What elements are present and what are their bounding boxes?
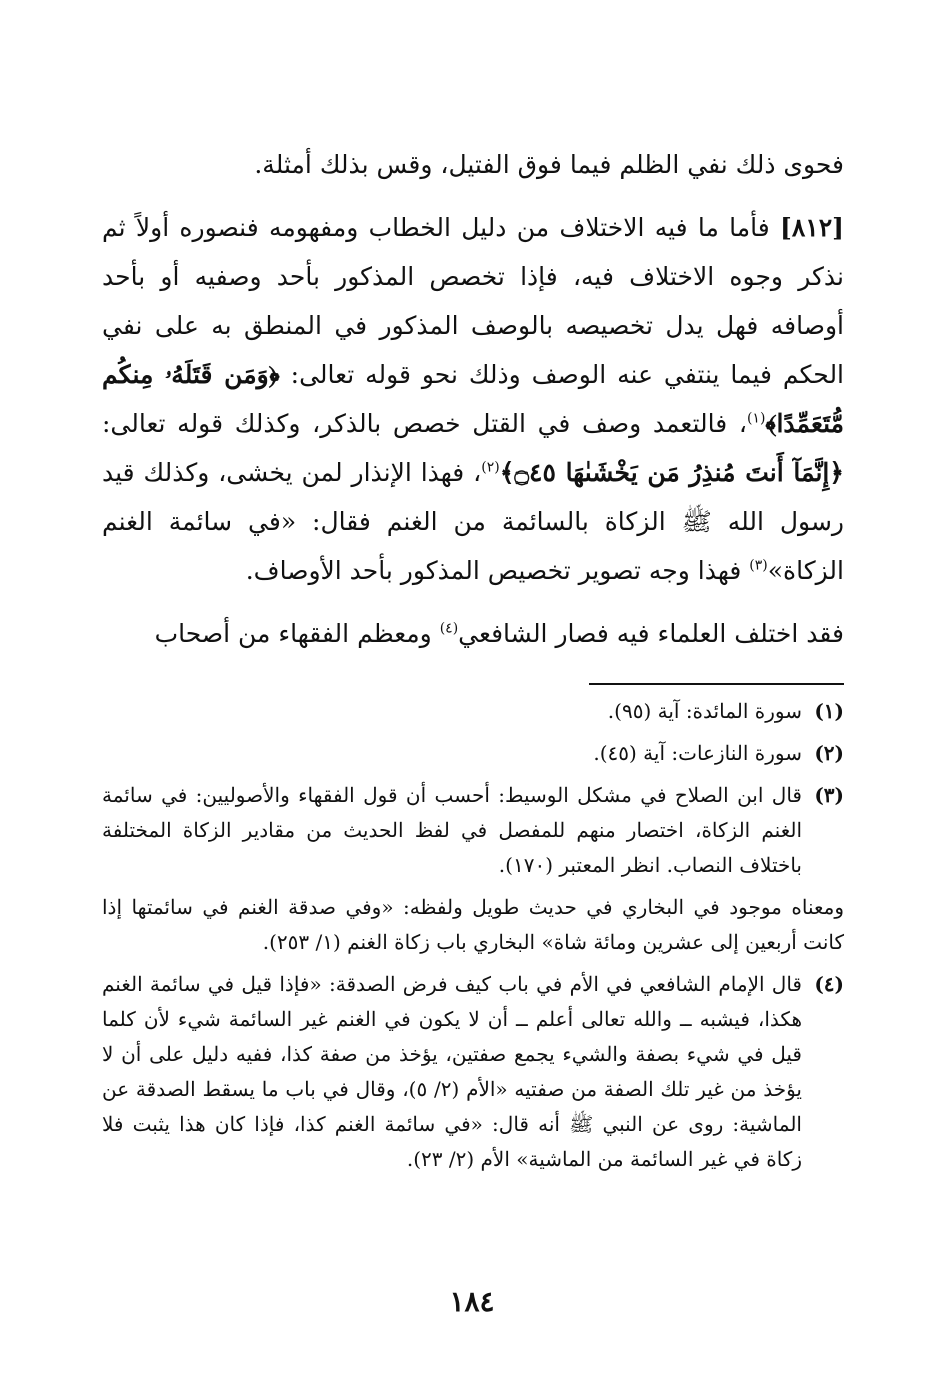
paragraph-3 — [102, 609, 844, 658]
footnote-number: (٢) — [814, 741, 844, 765]
paragraph-text: فأما ما فيه الاختلاف من دليل الخطاب ومفهومه فنصوره أولاً ثم نذكر وجوه الاختلاف فيه، فإذا تخصص المذكور بأحد وصفيه أو بأحد أوصافه فهل يدل تخصيصه بالوصف المذكور في المنطق به على نفي الحكم فيما ينتفي عنه الوصف وذلك نحو قوله تعالى: — [102, 213, 845, 389]
paragraph-number: [٨١٢] — [780, 213, 844, 242]
footnotes — [102, 694, 844, 1184]
quran-verse: ﴿إِنَّمَآ أَنتَ مُنذِرُ مَن يَخْشَىٰهَا ۝٤٥﴾ — [499, 458, 844, 487]
footnote-ref-4[interactable]: (٤) — [439, 620, 459, 637]
paragraph-text: ، فالتعمد وصف في القتل خصص بالذكر، وكذلك قوله تعالى: — [102, 409, 747, 438]
footnote-text: سورة المائدة: آية (٩٥). — [607, 699, 802, 723]
footnote-number: (٤) — [814, 972, 844, 996]
paragraph-text: فقد اختلف العلماء فيه فصار الشافعي — [458, 619, 844, 648]
quran-verse: ﴿وَمَن قَتَلَهُۥ مِنكُم مُّتَعَمِّدًا﴾ — [102, 360, 844, 438]
paragraph-text: ومعظم الفقهاء من أصحاب — [154, 619, 440, 648]
page-number: ١٨٤ — [449, 1285, 495, 1318]
main-text — [102, 140, 844, 658]
footnote-ref-3[interactable]: (٣) — [749, 557, 768, 574]
footnote-number: (٣) — [814, 783, 844, 807]
footnote-separator — [589, 683, 844, 685]
paragraph-812 — [102, 203, 844, 595]
footnote-1 — [102, 694, 844, 729]
footnote-text: قال ابن الصلاح في مشكل الوسيط: أحسب أن قول الفقهاء والأصوليين: في سائمة الغنم الزكاة، اختصار منهم للمفصل في لفظ الحديث من مقادير الزكاة المختلفة باختلاف النصاب. انظر المعتبر (١٧٠). — [102, 783, 802, 877]
footnote-ref-1[interactable]: (١) — [746, 410, 766, 427]
footnote-3-continuation: ومعناه موجود في البخاري في حديث طويل ولفظه: «وفي صدقة الغنم في سائمتها إذا كانت أربعين إلى عشرين ومائة شاة» البخاري باب زكاة الغنم (١/ ٢٥٣). — [102, 895, 844, 954]
paragraph-1: فحوى ذلك نفي الظلم فيما فوق الفتيل، وقس بذلك أمثلة. — [254, 150, 844, 179]
footnote-2 — [102, 736, 844, 771]
footnote-4 — [102, 967, 844, 1177]
footnote-ref-2[interactable]: (٢) — [481, 459, 500, 476]
footnote-text: سورة النازعات: آية (٤٥). — [593, 741, 802, 765]
footnote-number: (١) — [814, 699, 844, 723]
paragraph-text: فهذا وجه تصوير تخصيص المذكور بأحد الأوصاف. — [245, 556, 750, 585]
footnote-text: قال الإمام الشافعي في الأم في باب كيف فرض الصدقة: «فإذا قيل في سائمة الغنم هكذا، فيشبه ــ والله تعالى أعلم ــ أن لا يكون في الغنم غير السائمة شيء لأن كلما قيل في شيء بصفة والشيء يجمع صفتين، يؤخذ من صفة كذا، ففيه دليل على أن لا يؤخذ من غير تلك الصفة من صفتيه «الأم (٢/ ٥)، وقال في باب ما يسقط الصدقة عن الماشية: روى عن النبي ﷺ أنه قال: «في سائمة الغنم كذا، فإذا كان هذا يثبت فلا زكاة في غير السائمة من الماشية» الأم (٢/ ٢٣). — [102, 972, 802, 1171]
paragraph-text: ، فهذا الإنذار لمن يخشى، وكذلك قيد رسول الله ﷺ الزكاة بالسائمة من الغنم فقال: «في سائمة الغنم الزكاة» — [102, 458, 844, 585]
footnote-3 — [102, 778, 844, 883]
